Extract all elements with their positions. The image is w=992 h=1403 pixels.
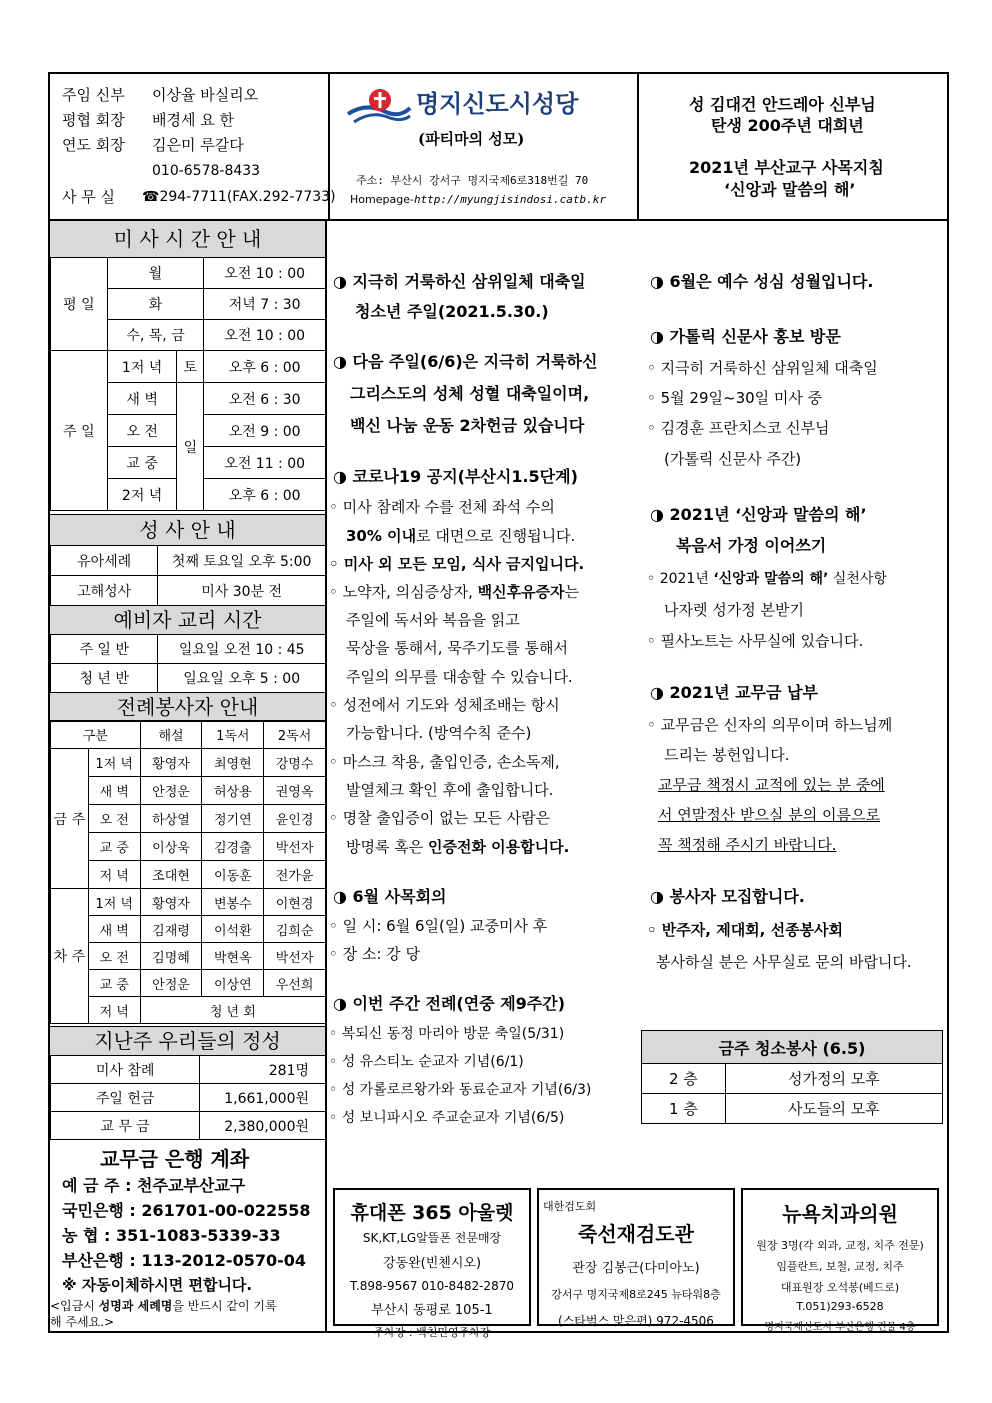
sunday-mass-day: 일	[177, 383, 204, 511]
header-district-role: 연도 회장	[62, 136, 125, 154]
notice-corpus-heading-3: 백신 나눔 운동 2차헌금 있습니다	[350, 416, 585, 435]
offering-table	[50, 1055, 326, 1140]
server-cell: 박선자	[264, 833, 326, 861]
deposit-note-emphasis: 성명과 세례명	[98, 1299, 173, 1313]
church-homepage-row	[350, 194, 606, 205]
deposit-note-line2: 해 주세요.>	[50, 1315, 115, 1329]
ad-title: 휴대폰 365 아울렛	[350, 1202, 514, 1224]
cleaning-table	[641, 1030, 943, 1124]
ad-title: 뉴욕치과의원	[782, 1202, 898, 1226]
bank-title: 교무금 은행 계좌	[100, 1147, 250, 1171]
cleaning-floor: 1 층	[642, 1094, 726, 1124]
header-phone: 010-6578-8433	[152, 163, 261, 179]
cleaning-group: 사도들의 모후	[725, 1094, 942, 1124]
gospel-item: ◦ 필사노트는 사무실에 있습니다.	[647, 632, 864, 650]
liturgy-item: ◦ 성 보니파시오 주교순교자 기념(6/5)	[329, 1110, 565, 1126]
sunday-mass-name: 교 중	[107, 447, 177, 479]
liturgy-heading: ◑ 이번 주간 전례(연중 제9주간)	[333, 994, 566, 1013]
servers-header: 2독서	[264, 721, 326, 749]
dues-item: ◦ 교무금은 신자의 의무이며 하느님께	[647, 716, 893, 734]
ad-line: (스타벅스 맞은편) 972-4506	[558, 1314, 714, 1328]
server-cell: 안정운	[140, 777, 202, 805]
cleaning-floor: 2 층	[642, 1064, 726, 1094]
gospel-emphasis: ‘신앙과 말씀의 해’	[713, 571, 829, 587]
server-cell: 이상욱	[140, 833, 202, 861]
sunday-mass-name: 새 벽	[107, 383, 177, 415]
server-cell: 오 전	[88, 805, 140, 833]
sunday-mass-time: 오전 9 : 00	[204, 415, 326, 447]
server-cell: 조대현	[140, 861, 202, 889]
sacred-heart-heading: ◑ 6월은 예수 성심 성월입니다.	[650, 272, 874, 291]
header-office-label: 사 무 실	[62, 188, 116, 206]
servers-table	[50, 720, 326, 1024]
meeting-item: ◦ 장 소: 강 당	[329, 945, 420, 963]
header-right-line4: ‘신앙과 말씀의 해’	[724, 180, 856, 199]
volunteer-heading: ◑ 봉사자 모집합니다.	[650, 887, 805, 906]
header-right-line2: 탄생 200주년 대희년	[711, 116, 864, 135]
server-cell: 오 전	[88, 943, 140, 970]
covid-item-cont	[346, 529, 575, 544]
bank-note: ※ 자동이체하시면 편합니다.	[62, 1276, 253, 1294]
notice-corpus-heading-2: 그리스도의 성체 성혈 대축일이며,	[350, 384, 590, 403]
covid-emphasis: 인증전화 이용합니다.	[428, 838, 570, 856]
sacrament-name: 고해성사	[51, 576, 158, 606]
sunday-mass-name: 1저 녁	[107, 351, 177, 383]
header-right-line1: 성 김대건 안드레아 신부님	[689, 95, 876, 114]
header-pastor-role: 주임 신부	[62, 86, 125, 104]
sunday-mass-name: 2저 녁	[107, 479, 177, 511]
covid-item-cont: 묵상을 통해서, 묵주기도를 통해서	[346, 639, 568, 657]
sunday-mass-time: 오전 11 : 00	[204, 447, 326, 479]
notice-trinity-heading: ◑ 지극히 거룩하신 삼위일체 대축일	[333, 272, 586, 291]
server-cell: 하상열	[140, 805, 202, 833]
server-cell: 전가윤	[264, 861, 326, 889]
server-cell: 허상용	[202, 777, 264, 805]
covid-item-cont: 발열체크 확인 후에 출입합니다.	[346, 781, 554, 799]
homepage-prefix: Homepage-	[350, 193, 414, 206]
sacrament-table	[50, 545, 326, 606]
offering-name: 미사 참례	[51, 1056, 200, 1084]
server-cell: 박현옥	[202, 943, 264, 970]
server-cell: 강명수	[264, 749, 326, 777]
volunteer-item-cont: 봉사하실 분은 사무실로 문의 바랍니다.	[656, 953, 912, 971]
covid-text: 는	[564, 583, 580, 601]
dues-heading: ◑ 2021년 교무금 납부	[650, 683, 818, 702]
sunday-label: 주 일	[51, 351, 108, 511]
servers-header: 구분	[51, 721, 141, 749]
covid-item: ◦ 성전에서 기도와 성체조배는 항시	[329, 696, 560, 714]
dues-underlined: 꼭 책정해 주시기 바랍니다.	[658, 836, 837, 854]
cleaning-title: 금주 청소봉사 (6.5)	[642, 1031, 943, 1064]
server-cell: 1저 녁	[88, 749, 140, 777]
header-right-divider	[637, 72, 639, 220]
servers-header: 1독서	[202, 721, 264, 749]
server-cell: 최영현	[202, 749, 264, 777]
ad-dental	[741, 1188, 939, 1333]
server-cell: 이상연	[202, 970, 264, 997]
sunday-mass-time: 오전 6 : 30	[204, 383, 326, 415]
weekday-label: 평 일	[51, 258, 108, 351]
ad-line: 강동완(빈첸시오)	[382, 1256, 482, 1271]
server-cell: 새 벽	[88, 916, 140, 943]
ad-line: 명지국제신도시 부산은행 건물 4층	[764, 1322, 916, 1333]
homepage-link[interactable]: http://myungjisindosi.catb.kr	[413, 193, 606, 206]
server-cell: 정기연	[202, 805, 264, 833]
meeting-item: ◦ 일 시: 6월 6일(일) 교중미사 후	[329, 917, 548, 935]
volunteer-item: ◦ 반주자, 제대회, 선종봉사회	[647, 921, 844, 939]
deposit-note-part: <입금시	[50, 1299, 99, 1313]
weekday-time: 오전 10 : 00	[204, 320, 326, 351]
server-cell: 김명혜	[140, 943, 202, 970]
ad-title: 죽선재검도관	[578, 1222, 694, 1246]
server-cell: 황영자	[140, 889, 202, 916]
server-cell: 이동훈	[202, 861, 264, 889]
covid-item-cont: 주일의 의무를 대송할 수 있습니다.	[346, 668, 573, 686]
weekday-day: 화	[107, 289, 204, 320]
ad-line: T.898-9567 010-8482-2870	[350, 1279, 514, 1293]
covid-text: 방명록 혹은	[346, 838, 428, 856]
catechumen-name: 청 년 반	[51, 664, 158, 693]
covid-item-cont: 가능합니다. (방역수칙 준수)	[346, 724, 532, 742]
church-address: 주소: 부산시 강서구 명지국제6로318번길 70	[356, 174, 589, 187]
covid-item	[329, 585, 579, 600]
bank-row: 국민은행 : 261701-00-022558	[62, 1201, 311, 1220]
ad-line: 강서구 명지국제8로245 뉴타워8층	[551, 1288, 721, 1301]
covid-emphasis: 백신후유증자	[477, 583, 565, 601]
header-pastor-name: 이상율 바실리오	[152, 86, 259, 104]
server-cell: 김재령	[140, 916, 202, 943]
deposit-note-line1	[50, 1300, 277, 1312]
header-right-line3: 2021년 부산교구 사목지침	[689, 158, 884, 177]
ad-line: T.051)293-6528	[796, 1300, 884, 1313]
server-cell: 이석환	[202, 916, 264, 943]
gospel-heading-2: 복음서 가정 이어쓰기	[676, 536, 827, 555]
newspaper-item: ◦ 5월 29일~30일 미사 중	[647, 389, 823, 407]
sacrament-title: 성 사 안 내	[50, 514, 325, 546]
church-name: 명지신도시성당	[416, 90, 579, 118]
ad-line: 임플란트, 보철, 교정, 치주	[776, 1260, 904, 1273]
catechumen-title: 예비자 교리 시간	[50, 605, 325, 635]
deposit-note-part: 을 반드시 같이 기록	[172, 1299, 277, 1313]
sunday-mass-time: 오후 6 : 00	[204, 479, 326, 511]
ad-kendo	[537, 1188, 735, 1326]
sacrament-value: 첫째 토요일 오후 5:00	[158, 546, 326, 576]
ad-line: 대표원장 오석봉(베드로)	[780, 1281, 900, 1294]
header-office-phone: ☎294-7711(FAX.292-7733)	[142, 189, 336, 205]
server-cell: 권영옥	[264, 777, 326, 805]
server-cell: 우선희	[264, 970, 326, 997]
sacrament-value: 미사 30분 전	[158, 576, 326, 606]
this-week-label: 금 주	[51, 749, 89, 889]
covid-item: ◦ 명찰 출입증이 없는 모든 사람은	[329, 809, 551, 827]
server-cell: 김경출	[202, 833, 264, 861]
liturgy-item: ◦ 성 유스티노 순교자 기념(6/1)	[329, 1054, 524, 1070]
ad-line: 원장 3명(각 외과, 교정, 치주 전문)	[756, 1239, 924, 1252]
ad-line: 관장 김봉근(다미아노)	[572, 1261, 700, 1276]
header-council-role: 평협 회장	[62, 111, 125, 129]
dues-underlined: 서 연말정산 받으실 분의 이름으로	[658, 806, 880, 824]
server-cell: 안정운	[140, 970, 202, 997]
newspaper-heading: ◑ 가톨릭 신문사 홍보 방문	[650, 327, 841, 346]
gospel-item-cont: 나자렛 성가정 본받기	[664, 601, 804, 619]
server-cell: 교 중	[88, 833, 140, 861]
catechumen-value: 일요일 오전 10 : 45	[158, 635, 326, 664]
server-cell: 윤인경	[264, 805, 326, 833]
newspaper-item: ◦ 지극히 거룩하신 삼위일체 대축일	[647, 359, 878, 377]
sunday-mass-day: 토	[177, 351, 204, 383]
covid-item: ◦ 미사 참례자 수를 전체 좌석 수의	[329, 498, 555, 516]
offering-title: 지난주 우리들의 정성	[50, 1026, 325, 1056]
sacrament-name: 유아세례	[51, 546, 158, 576]
server-cell: 교 중	[88, 970, 140, 997]
catechumen-table	[50, 634, 326, 693]
mass-times-title: 미 사 시 간 안 내	[50, 221, 325, 258]
server-cell: 저 녁	[88, 997, 140, 1024]
header-council-name: 배경세 요 한	[152, 111, 234, 129]
server-cell: 황영자	[140, 749, 202, 777]
dues-underlined: 교무금 책정시 교적에 있는 분 중에	[658, 776, 885, 794]
sunday-mass-name: 오 전	[107, 415, 177, 447]
offering-name: 교 무 금	[51, 1112, 200, 1140]
ad-phone-outlet	[333, 1188, 531, 1339]
meeting-heading: ◑ 6월 사목회의	[333, 887, 447, 906]
covid-item-cont: 주일에 독서와 복음을 읽고	[346, 611, 520, 629]
ad-small-label: 대한검도회	[543, 1200, 597, 1213]
offering-value: 1,661,000원	[200, 1084, 326, 1112]
gospel-text: 실천사항	[828, 571, 887, 587]
server-cell: 1저 녁	[88, 889, 140, 916]
weekday-day: 월	[107, 258, 204, 289]
next-week-label: 차 주	[51, 889, 89, 1024]
gospel-heading: ◑ 2021년 ‘신앙과 말씀의 해’	[650, 505, 867, 524]
servers-title: 전례봉사자 안내	[50, 692, 325, 722]
covid-item-cont	[346, 840, 569, 855]
sunday-mass-time: 오후 6 : 00	[204, 351, 326, 383]
mass-times-table	[50, 257, 326, 511]
ad-line: 주차장 : 백천민영주차장	[373, 1326, 491, 1339]
liturgy-item: ◦ 복되신 동정 마리아 방문 축일(5/31)	[329, 1026, 565, 1042]
catechumen-value: 일요일 오후 5 : 00	[158, 664, 326, 693]
liturgy-item: ◦ 성 가롤로르왕가와 동료순교자 기념(6/3)	[329, 1082, 592, 1098]
covid-text: 로 대면으로 진행됩니다.	[416, 527, 576, 545]
covid-emphasis: 30% 이내	[346, 527, 417, 545]
offering-name: 주일 헌금	[51, 1084, 200, 1112]
catechumen-name: 주 일 반	[51, 635, 158, 664]
weekday-time: 오전 10 : 00	[204, 258, 326, 289]
servers-header: 해설	[140, 721, 202, 749]
server-cell: 새 벽	[88, 777, 140, 805]
bank-row: 예 금 주 : 천주교부산교구	[62, 1176, 246, 1195]
offering-value: 281명	[200, 1056, 326, 1084]
offering-value: 2,380,000원	[200, 1112, 326, 1140]
server-cell: 이현경	[264, 889, 326, 916]
gospel-item	[647, 572, 887, 586]
covid-item: ◦ 미사 외 모든 모임, 식사 금지입니다.	[329, 555, 585, 573]
covid-item: ◦ 마스크 착용, 출입인증, 손소독제,	[329, 753, 560, 771]
covid-heading: ◑ 코로나19 공지(부산시1.5단계)	[333, 467, 578, 486]
server-cell: 저 녁	[88, 861, 140, 889]
server-cell: 김희순	[264, 916, 326, 943]
church-subtitle: (파티마의 성모)	[418, 130, 525, 148]
weekday-time: 저녁 7 : 30	[204, 289, 326, 320]
notice-corpus-heading: ◑ 다음 주일(6/6)은 지극히 거룩하신	[333, 352, 598, 371]
server-cell: 변봉수	[202, 889, 264, 916]
server-cell: 박선자	[264, 943, 326, 970]
gospel-text: ◦ 2021년	[647, 571, 714, 587]
bank-row: 농 협 : 351-1083-5339-33	[62, 1226, 281, 1245]
covid-text: ◦ 노약자, 의심증상자,	[329, 583, 478, 601]
ad-line: SK,KT,LG알뜰폰 전문매장	[362, 1231, 502, 1245]
header-district-name: 김은미 루갈다	[152, 136, 244, 154]
server-cell: 청 년 회	[140, 997, 325, 1024]
newspaper-item: ◦ 김경훈 프란치스코 신부님	[647, 419, 830, 437]
church-logo-icon	[346, 86, 412, 126]
ad-line: 부산시 동평로 105-1	[371, 1303, 493, 1318]
cleaning-group: 성가정의 모후	[725, 1064, 942, 1094]
newspaper-item-cont: (가톨릭 신문사 주간)	[664, 450, 802, 468]
dues-item-cont: 드리는 봉헌입니다.	[664, 746, 790, 764]
notice-trinity-heading-2: 청소년 주일(2021.5.30.)	[355, 302, 549, 321]
weekday-day: 수, 목, 금	[107, 320, 204, 351]
bank-row: 부산은행 : 113-2012-0570-04	[62, 1251, 307, 1270]
